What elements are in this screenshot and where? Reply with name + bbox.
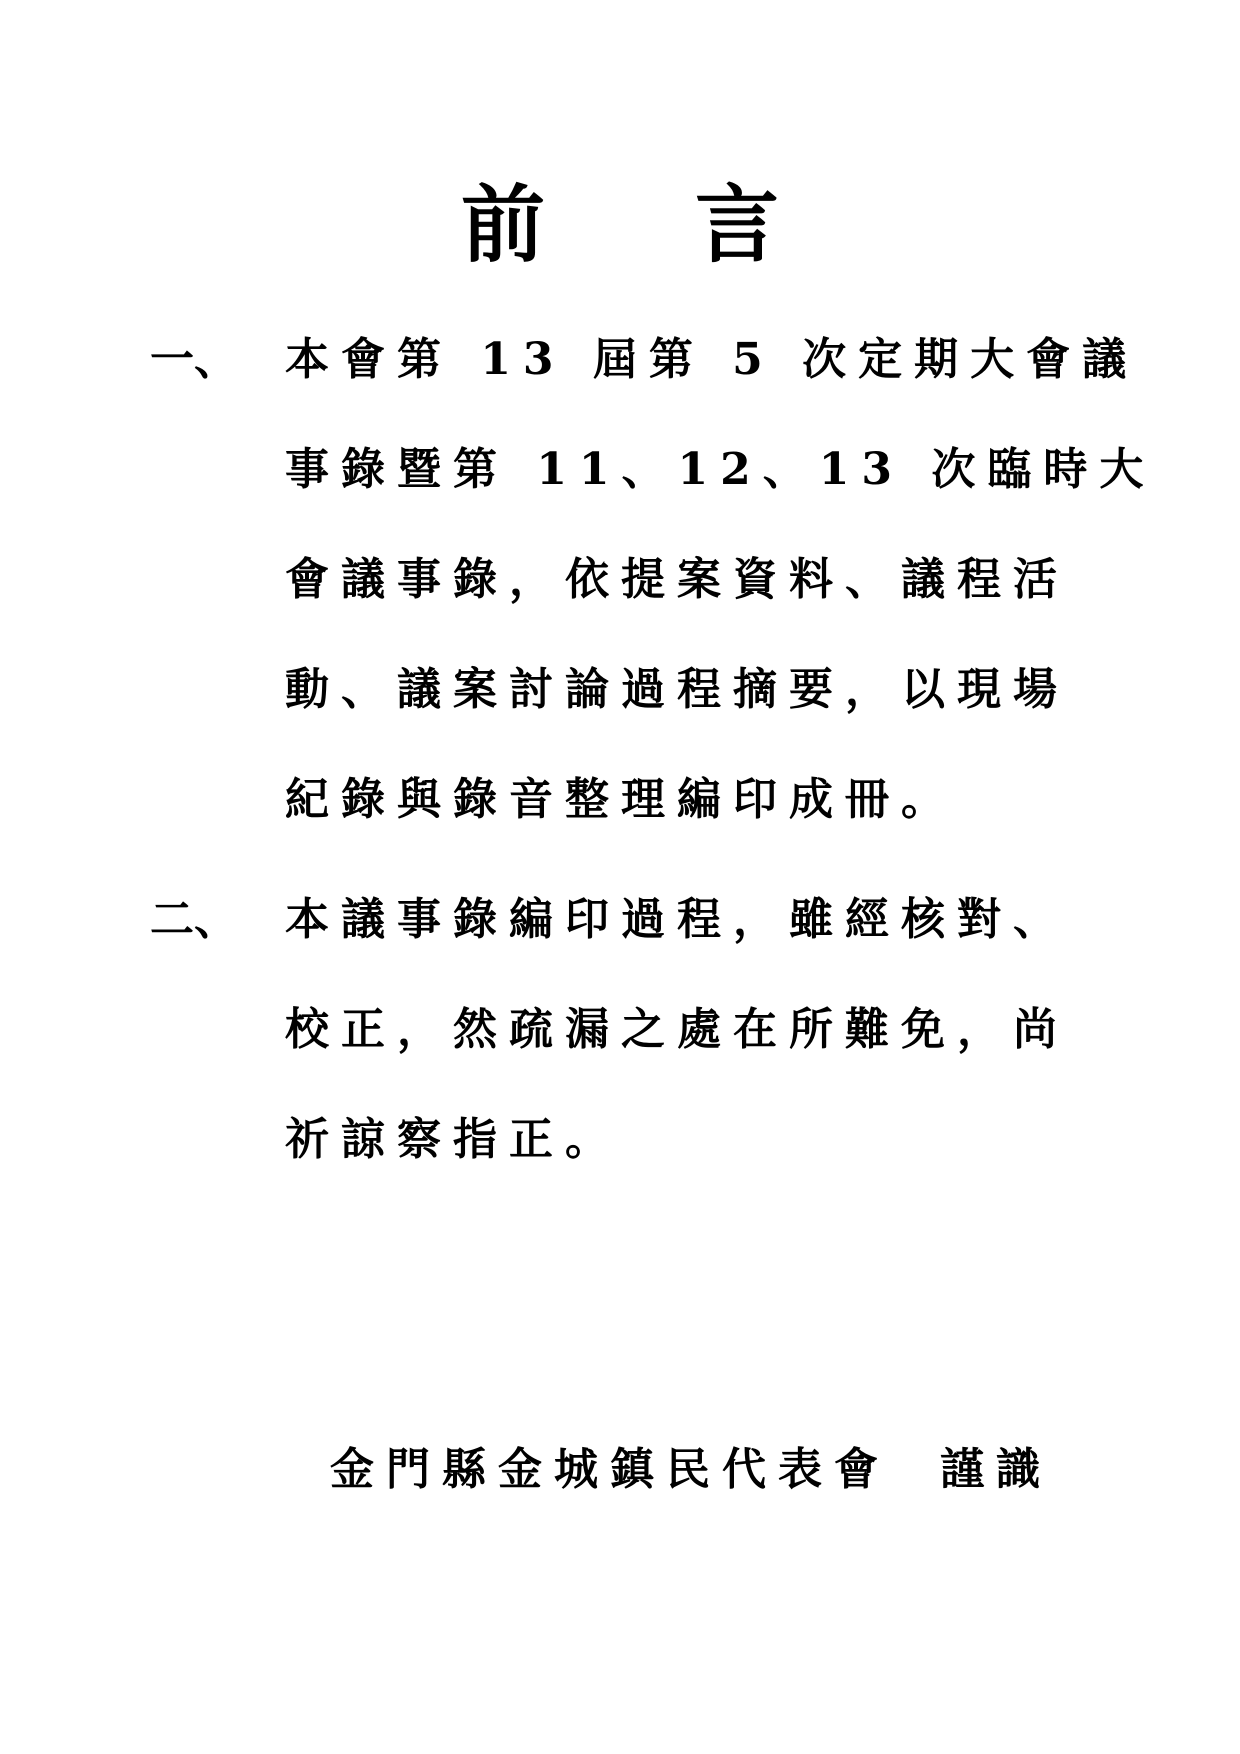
signature-closing: 謹識 bbox=[940, 1444, 1052, 1495]
title-char-2: 言 bbox=[695, 175, 780, 274]
item-1-marker: 一、 bbox=[150, 334, 238, 385]
item-2-line-3: 祈諒察指正。 bbox=[285, 1114, 621, 1165]
item-1-line-1: 本會第 13 屆第 5 次定期大會議 bbox=[285, 334, 1139, 385]
item-2-marker: 二、 bbox=[150, 894, 238, 945]
title-char-1: 前 bbox=[460, 175, 545, 274]
signature bbox=[330, 1440, 1120, 1500]
item-2-line-2: 校正，然疏漏之處在所難免，尚 bbox=[285, 1004, 1069, 1055]
item-1-line-3: 會議事錄，依提案資料、議程活 bbox=[285, 554, 1069, 605]
signature-org: 金門縣金城鎮民代表會 bbox=[330, 1444, 890, 1495]
page-title bbox=[0, 175, 1240, 275]
item-1-line-5: 紀錄與錄音整理編印成冊。 bbox=[285, 774, 957, 825]
item-2-line-1: 本議事錄編印過程，雖經核對、 bbox=[285, 894, 1069, 945]
item-1-line-4: 動、議案討論過程摘要，以現場 bbox=[285, 664, 1069, 715]
item-1-line-2: 事錄暨第 11、12、13 次臨時大 bbox=[285, 444, 1156, 495]
